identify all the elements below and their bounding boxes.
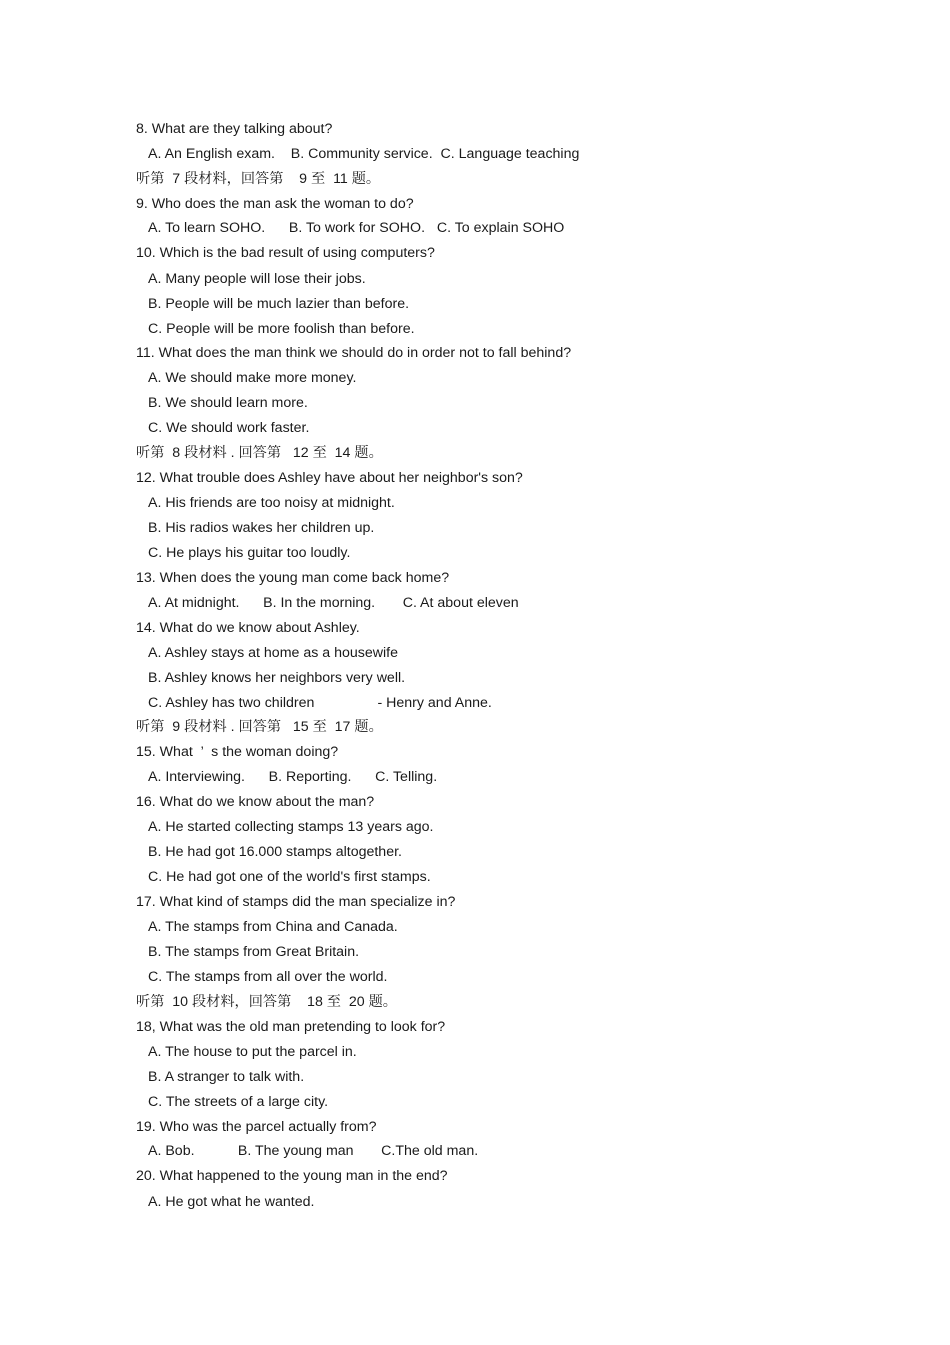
question-13: 13. When does the young man come back home? [136,570,450,586]
question-17-option-b: B. The stamps from Great Britain. [148,944,360,960]
question-16-option-a: A. He started collecting stamps 13 years ago. [148,819,434,835]
section-7-instruction: 听第 7 段材料，回答第 9 至 11 题。 [136,171,381,187]
question-11-option-a: A. We should make more money. [148,370,357,386]
question-12: 12. What trouble does Ashley have about her neighbor's son? [136,470,523,486]
question-18: 18, What was the old man pretending to look for? [136,1019,446,1035]
question-9: 9. Who does the man ask the woman to do? [136,196,414,212]
question-16-option-c: C. He had got one of the world's first stamps. [148,869,431,885]
question-17: 17. What kind of stamps did the man specialize in? [136,894,456,910]
question-8: 8. What are they talking about? [136,121,333,137]
question-10-option-c: C. People will be more foolish than before. [148,321,415,337]
question-10-option-a: A. Many people will lose their jobs. [148,271,366,287]
question-17-option-c: C. The stamps from all over the world. [148,969,388,985]
question-14-option-c: C. Ashley has two children - Henry and Anne. [148,695,492,711]
question-14-option-a: A. Ashley stays at home as a housewife [148,645,398,661]
question-18-option-c: C. The streets of a large city. [148,1094,329,1110]
question-19: 19. Who was the parcel actually from? [136,1119,377,1135]
question-13-options: A. At midnight. B. In the morning. C. At about eleven [148,595,519,611]
question-14-option-b: B. Ashley knows her neighbors very well. [148,670,406,686]
question-18-option-a: A. The house to put the parcel in. [148,1044,357,1060]
question-14: 14. What do we know about Ashley. [136,620,360,636]
question-18-option-b: B. A stranger to talk with. [148,1069,305,1085]
question-19-options: A. Bob. B. The young man C.The old man. [148,1143,479,1159]
question-16-option-b: B. He had got 16.000 stamps altogether. [148,844,402,860]
question-12-option-c: C. He plays his guitar too loudly. [148,545,351,561]
question-11-option-c: C. We should work faster. [148,420,310,436]
question-9-options: A. To learn SOHO. B. To work for SOHO. C. To explain SOHO [148,220,565,236]
question-15: 15. What ’ s the woman doing? [136,744,339,760]
question-10-option-b: B. People will be much lazier than before. [148,296,410,312]
question-20-option-a: A. He got what he wanted. [148,1194,315,1210]
question-15-options: A. Interviewing. B. Reporting. C. Telling. [148,769,438,785]
question-11-option-b: B. We should learn more. [148,395,308,411]
question-8-options: A. An English exam. B. Community service. C. Language teaching [148,146,580,162]
question-12-option-b: B. His radios wakes her children up. [148,520,375,536]
section-9-instruction: 听第 9 段材料 . 回答第 15 至 17 题。 [136,719,383,735]
section-10-instruction: 听第 10 段材料，回答第 18 至 20 题。 [136,994,397,1010]
section-8-instruction: 听第 8 段材料 . 回答第 12 至 14 题。 [136,445,383,461]
question-11: 11. What does the man think we should do in order not to fall behind? [136,345,572,361]
question-12-option-a: A. His friends are too noisy at midnight. [148,495,395,511]
question-20: 20. What happened to the young man in the end? [136,1168,448,1184]
question-10: 10. Which is the bad result of using computers? [136,245,435,261]
question-16: 16. What do we know about the man? [136,794,375,810]
question-17-option-a: A. The stamps from China and Canada. [148,919,398,935]
